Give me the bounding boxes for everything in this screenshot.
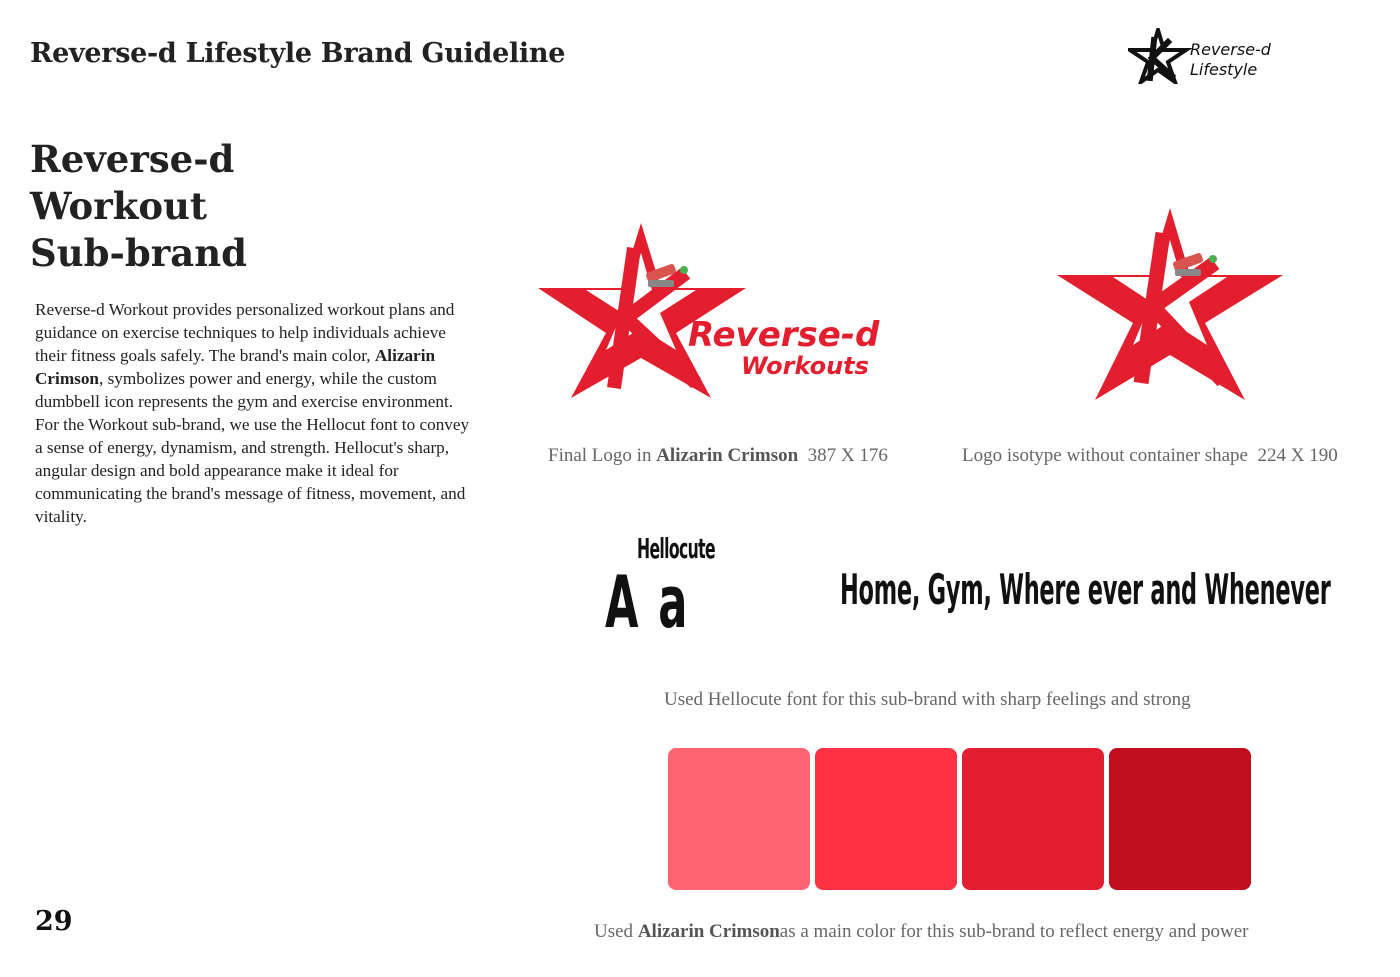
logo-isotype: [1055, 205, 1287, 405]
color-swatch: [1109, 748, 1251, 890]
description-color-name: Alizarin Crimson: [35, 346, 436, 388]
runner-icon: [1209, 255, 1217, 263]
page-header-title: Reverse-d Lifestyle Brand Guideline: [30, 38, 566, 69]
caption-color-name: Alizarin Crimson: [637, 921, 780, 942]
font-tagline-sample: Home, Gym, Where ever and Whenever: [840, 565, 1331, 614]
section-title: [30, 136, 247, 277]
final-logo-text-line1: Reverse-d: [688, 315, 880, 355]
section-title-line: Workout: [30, 184, 208, 228]
caption-size: 387 X 176: [798, 445, 888, 466]
font-sample-glyphs: A a: [605, 560, 690, 644]
color-caption: [594, 921, 1248, 943]
caption-text: Final Logo in: [548, 445, 657, 466]
final-logo-caption: [548, 445, 888, 467]
font-caption: Used Hellocute font for this sub-brand with sharp feelings and strong: [664, 689, 1191, 710]
caption-text: as a main color for this sub-brand to reflect energy and power: [779, 921, 1249, 942]
final-logo: [536, 218, 926, 408]
runner-icon: [680, 266, 688, 274]
font-name-label: Hellocute: [637, 532, 715, 565]
logo-text-line1: Reverse-d: [1190, 40, 1271, 59]
caption-text: Used: [594, 921, 638, 942]
page-number: 29: [35, 906, 73, 937]
section-title-line: Reverse-d: [30, 137, 235, 181]
section-title-line: Sub-brand: [30, 231, 247, 275]
final-logo-text-line2: Workouts: [741, 352, 869, 380]
section-description: [35, 298, 475, 528]
color-swatch: [962, 748, 1104, 890]
logo-text-line2: Lifestyle: [1190, 60, 1258, 79]
reverse-d-lifestyle-logo: [1128, 28, 1338, 84]
color-swatch: [815, 748, 957, 890]
isotype-caption: Logo isotype without container shape 224 X 190: [962, 445, 1338, 466]
description-text: Reverse-d Workout provides personalized workout plans and guidance on exercise techniques to help individuals achieve their fitness goals safely. The brand's main color,: [35, 300, 455, 365]
color-swatch: [668, 748, 810, 890]
caption-color-name: Alizarin Crimson: [656, 445, 799, 466]
description-text: , symbolizes power and energy, while the custom dumbbell icon represents the gym and exercise environment. For the Workout sub-brand, we use the Hellocut font to convey a sense of energy, dynamism, and strength. Hellocut's sharp, angular design and bold appearance make it ideal for communicating the brand's message of fitness, movement, and vitality.: [35, 369, 470, 526]
color-palette: [668, 748, 1251, 890]
